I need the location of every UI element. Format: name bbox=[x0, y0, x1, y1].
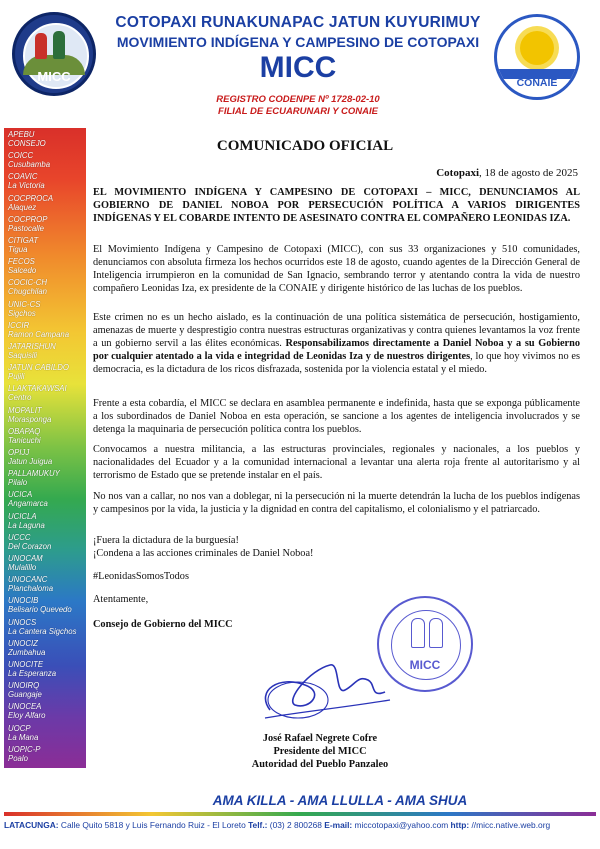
member-org-location: Morasponga bbox=[8, 414, 52, 424]
footer-web-label: http: bbox=[450, 820, 470, 830]
signer-role: Presidente del MICC bbox=[273, 746, 367, 757]
member-org-acronym: OPIJJ bbox=[8, 448, 30, 457]
micc-logo bbox=[12, 12, 96, 96]
member-org-acronym: UNOCEA bbox=[8, 702, 42, 712]
member-org-acronym: PALLAMUKUY bbox=[8, 469, 60, 479]
member-org-acronym: UCCC bbox=[8, 532, 31, 542]
member-org-item bbox=[8, 660, 86, 678]
footer-city: LATACUNGA: bbox=[4, 820, 59, 830]
member-org-item bbox=[8, 406, 86, 424]
member-org-acronym: UOCP bbox=[8, 723, 31, 733]
date-text: , 18 de agosto de 2025 bbox=[479, 167, 578, 179]
member-org-acronym: UCICA bbox=[8, 490, 33, 500]
member-org-location: Saquisili bbox=[8, 351, 38, 360]
member-org-acronym: UCICLA bbox=[8, 511, 37, 521]
member-org-item bbox=[8, 236, 86, 254]
member-org-item bbox=[8, 618, 86, 636]
paragraph-5: No nos van a callar, no nos van a doblegar, ni la persecución ni la muerte detendrán la lucha de los pueblos indígenas y campesinos por la vida, la justicia y la dignidad en contra del capitalismo, el colonialismo y el patriarcado. bbox=[93, 491, 580, 515]
date-place: Cotopaxi bbox=[436, 167, 480, 179]
member-org-acronym: JATUN CABILDO bbox=[8, 363, 69, 373]
member-org-acronym: UNOCAM bbox=[8, 554, 43, 563]
member-org-item bbox=[8, 490, 86, 508]
footer-email: miccotopaxi@yahoo.com bbox=[352, 820, 451, 830]
member-org-acronym: UNOCITE bbox=[8, 660, 44, 669]
member-org-acronym: UNOIRQ bbox=[8, 681, 40, 691]
member-org-acronym: COCIC-CH bbox=[8, 278, 47, 288]
footer-phone-label: Telf.: bbox=[248, 820, 268, 830]
member-org-acronym: APEBU bbox=[8, 130, 35, 139]
handwritten-signature bbox=[250, 650, 400, 730]
conaie-logo bbox=[494, 14, 580, 100]
member-org-item bbox=[8, 342, 86, 360]
member-org-item bbox=[8, 745, 86, 763]
member-org-item bbox=[8, 469, 86, 487]
paragraph-3: Frente a esta cobardía, el MICC se declara en asamblea permanente e indefinida, hasta que se exponga públicamente a los subordinados de Daniel Noboa en esta operación, se sancione a los agentes de inteligencia involucrados y se detenga la maquinaria de persecución política contra los pueblos. bbox=[93, 398, 580, 435]
member-org-item bbox=[8, 554, 86, 572]
member-org-location: Centro bbox=[8, 393, 32, 403]
conaie-logo-text: CONAIE bbox=[516, 77, 558, 89]
member-org-location: Sigchos bbox=[8, 308, 36, 318]
member-org-acronym: LLAKTAKAWSAI bbox=[8, 384, 67, 394]
affiliation-line: FILIAL DE ECUARUNARI Y CONAIE bbox=[218, 106, 378, 117]
member-org-item bbox=[8, 172, 86, 190]
org-title: COTOPAXI RUNAKUNAPAC JATUN KUYURIMUY bbox=[115, 14, 481, 31]
member-org-location: Pastocalle bbox=[8, 223, 44, 233]
member-org-item bbox=[8, 681, 86, 699]
footer-motto: AMA KILLA - AMA LLULLA - AMA SHUA bbox=[212, 793, 468, 808]
member-org-location: Belisario Quevedo bbox=[8, 605, 72, 615]
member-org-location: Tanicuchi bbox=[8, 435, 41, 445]
member-org-location: CONSEJO bbox=[8, 139, 46, 148]
member-org-item bbox=[8, 363, 86, 381]
member-org-acronym: UNOCS bbox=[8, 617, 37, 627]
member-org-acronym: FECOS bbox=[8, 257, 35, 267]
member-org-location: Mulalillo bbox=[8, 563, 37, 572]
member-org-location: Guangaje bbox=[8, 690, 42, 700]
member-org-acronym: UOPIC-P bbox=[8, 744, 41, 754]
footer-email-label: E-mail: bbox=[324, 820, 353, 830]
org-subtitle: MOVIMIENTO INDÍGENA Y CAMPESINO DE COTOPAXI bbox=[116, 34, 480, 50]
member-org-acronym: OBAPAQ bbox=[8, 426, 41, 436]
member-org-item bbox=[8, 300, 86, 318]
org-acronym: MICC bbox=[259, 51, 337, 84]
member-org-item bbox=[8, 194, 86, 212]
member-org-item bbox=[8, 448, 86, 466]
micc-logo-text: MICC bbox=[37, 69, 71, 84]
member-org-location: Angamarca bbox=[8, 499, 48, 509]
member-org-location: Zumbahua bbox=[8, 647, 46, 657]
member-org-location: Chugchilan bbox=[8, 287, 48, 297]
member-org-item bbox=[8, 575, 86, 593]
paragraph-2-emphasis: Responsabilizamos directamente a Daniel Noboa y a su Gobierno por cualquier atentado a la vida e integridad de Leonidas Iza y de nuestros dirigentes bbox=[93, 337, 581, 362]
member-org-acronym: COAVIC bbox=[8, 172, 38, 182]
member-org-acronym: UNOCANC bbox=[8, 575, 48, 585]
seal-text: MICC bbox=[409, 658, 441, 672]
paragraph-4: Convocamos a nuestra militancia, a las estructuras provinciales, regionales y nacionales, a los pueblos y nacionalidades del Ecuador y a la comunidad internacional a levantar una alerta roja frente al autoritarismo y al terrorismo de Estado que se pretende instalar en el país. bbox=[93, 444, 580, 481]
document-date bbox=[340, 167, 578, 179]
member-org-acronym: UNOCIZ bbox=[8, 638, 38, 648]
member-org-item bbox=[8, 151, 86, 169]
member-org-location: Jatun Juigua bbox=[8, 457, 53, 466]
slogan-1: ¡Fuera la dictadura de la burguesía! bbox=[93, 535, 239, 546]
member-org-location: Poalo bbox=[8, 753, 28, 763]
member-org-location: La Cantera Sigchos bbox=[8, 626, 77, 636]
member-organizations-sidebar bbox=[4, 128, 86, 768]
member-org-item bbox=[8, 384, 86, 402]
member-org-item bbox=[8, 278, 86, 296]
member-org-location: Salcedo bbox=[8, 266, 37, 276]
member-org-acronym: COICC bbox=[8, 151, 34, 161]
member-org-acronym: UNIC-CS bbox=[8, 299, 41, 309]
member-org-acronym: UNOCIB bbox=[8, 596, 39, 606]
footer-address: Calle Quito 5818 y Luis Fernando Ruiz - El Loreto bbox=[58, 820, 249, 830]
member-org-location: Planchaloma bbox=[8, 584, 54, 594]
paragraph-2-end: , lo que hoy vivimos no es democracia, es la dictadura de los ricos disfrazada, sostenida por la violencia estatal y el miedo. bbox=[93, 350, 580, 375]
paragraph-1: El Movimiento Indígena y Campesino de Cotopaxi (MICC), con sus 33 organizaciones y 510 comunidades, denunciamos con absoluta firmeza los hechos ocurridos este 18 de agosto, cuando agentes de la Dirección General de Inteligencia irrumpieron en la comunidad de San Ignacio, sembrando terror y atentando contra la vida de nuestro compañero Leonidas Iza, ex presidente de la CONAIE y dirigente histórico de las luchas de los pueblos. bbox=[93, 244, 580, 294]
member-org-location: Cusubamba bbox=[8, 160, 51, 170]
member-org-acronym: JATARISHUN bbox=[8, 342, 56, 351]
footer-phone: (03) 2 800268 bbox=[267, 820, 325, 830]
footer-contact bbox=[4, 820, 596, 830]
member-org-item bbox=[8, 702, 86, 720]
paragraph-2 bbox=[93, 312, 580, 377]
member-org-acronym: COCPROP bbox=[8, 214, 48, 224]
registry-line: REGISTRO CODENPE Nº 1728-02-10 bbox=[216, 94, 380, 105]
slogan-2: ¡Condena a las acciones criminales de Daniel Noboa! bbox=[93, 548, 314, 559]
signer-name: José Rafael Negrete Cofre bbox=[262, 733, 378, 744]
member-org-location: Pujili bbox=[8, 372, 25, 382]
member-org-item bbox=[8, 215, 86, 233]
footer-divider bbox=[4, 812, 596, 816]
paragraph-2-start: Este crimen no es un hecho aislado, es la continuación de una política sistemática de persecución, hostigamiento, amenazas de muerte y desprestigio contra nuestras estructuras organizativas y contra quienes levantamos la voz frente a un gobierno servil a las élites económicas. bbox=[93, 312, 580, 349]
member-org-item bbox=[8, 321, 86, 339]
hashtag: #LeonidasSomosTodos bbox=[93, 571, 189, 582]
member-org-item bbox=[8, 130, 86, 148]
member-org-location: Del Corazon bbox=[8, 541, 52, 551]
member-org-item bbox=[8, 533, 86, 551]
council-signature-line: Consejo de Gobierno del MICC bbox=[93, 619, 233, 630]
member-org-acronym: ICCIR bbox=[8, 320, 30, 330]
member-org-location: Ramon Campana bbox=[8, 329, 70, 339]
member-org-location: La Esperanza bbox=[8, 669, 57, 678]
member-org-acronym: CITIGAT bbox=[8, 236, 39, 245]
member-org-location: La Victoria bbox=[8, 181, 45, 191]
member-org-item bbox=[8, 596, 86, 614]
closing: Atentamente, bbox=[93, 594, 149, 605]
member-org-item bbox=[8, 257, 86, 275]
member-org-acronym: MOPALIT bbox=[8, 405, 42, 415]
member-org-item bbox=[8, 639, 86, 657]
signer-authority: Autoridad del Pueblo Panzaleo bbox=[251, 759, 389, 770]
document-title: COMUNICADO OFICIAL bbox=[216, 138, 394, 154]
member-org-location: Alaquez bbox=[8, 202, 37, 212]
member-org-location: Tigua bbox=[8, 245, 28, 254]
member-org-item bbox=[8, 724, 86, 742]
member-org-item bbox=[8, 512, 86, 530]
member-org-location: Eloy Alfaro bbox=[8, 711, 46, 721]
member-org-location: Pilalo bbox=[8, 478, 28, 488]
footer-web: //micc.native.web.org bbox=[469, 820, 551, 830]
member-org-location: La Laguna bbox=[8, 520, 45, 530]
lead-paragraph: EL MOVIMIENTO INDÍGENA Y CAMPESINO DE COTOPAXI – MICC, DENUNCIAMOS AL GOBIERNO DE DANIEL NOBOA POR PERSECUCIÓN POLÍTICA A VARIOS DIRIGENTES INDÍGENAS Y EL COBARDE INTENTO DE ASESINATO CONTRA EL COMPAÑERO LEONIDAS IZA. bbox=[93, 187, 580, 224]
member-org-location: La Mana bbox=[8, 732, 39, 742]
member-org-acronym: COCPROCA bbox=[8, 193, 54, 203]
member-org-item bbox=[8, 427, 86, 445]
